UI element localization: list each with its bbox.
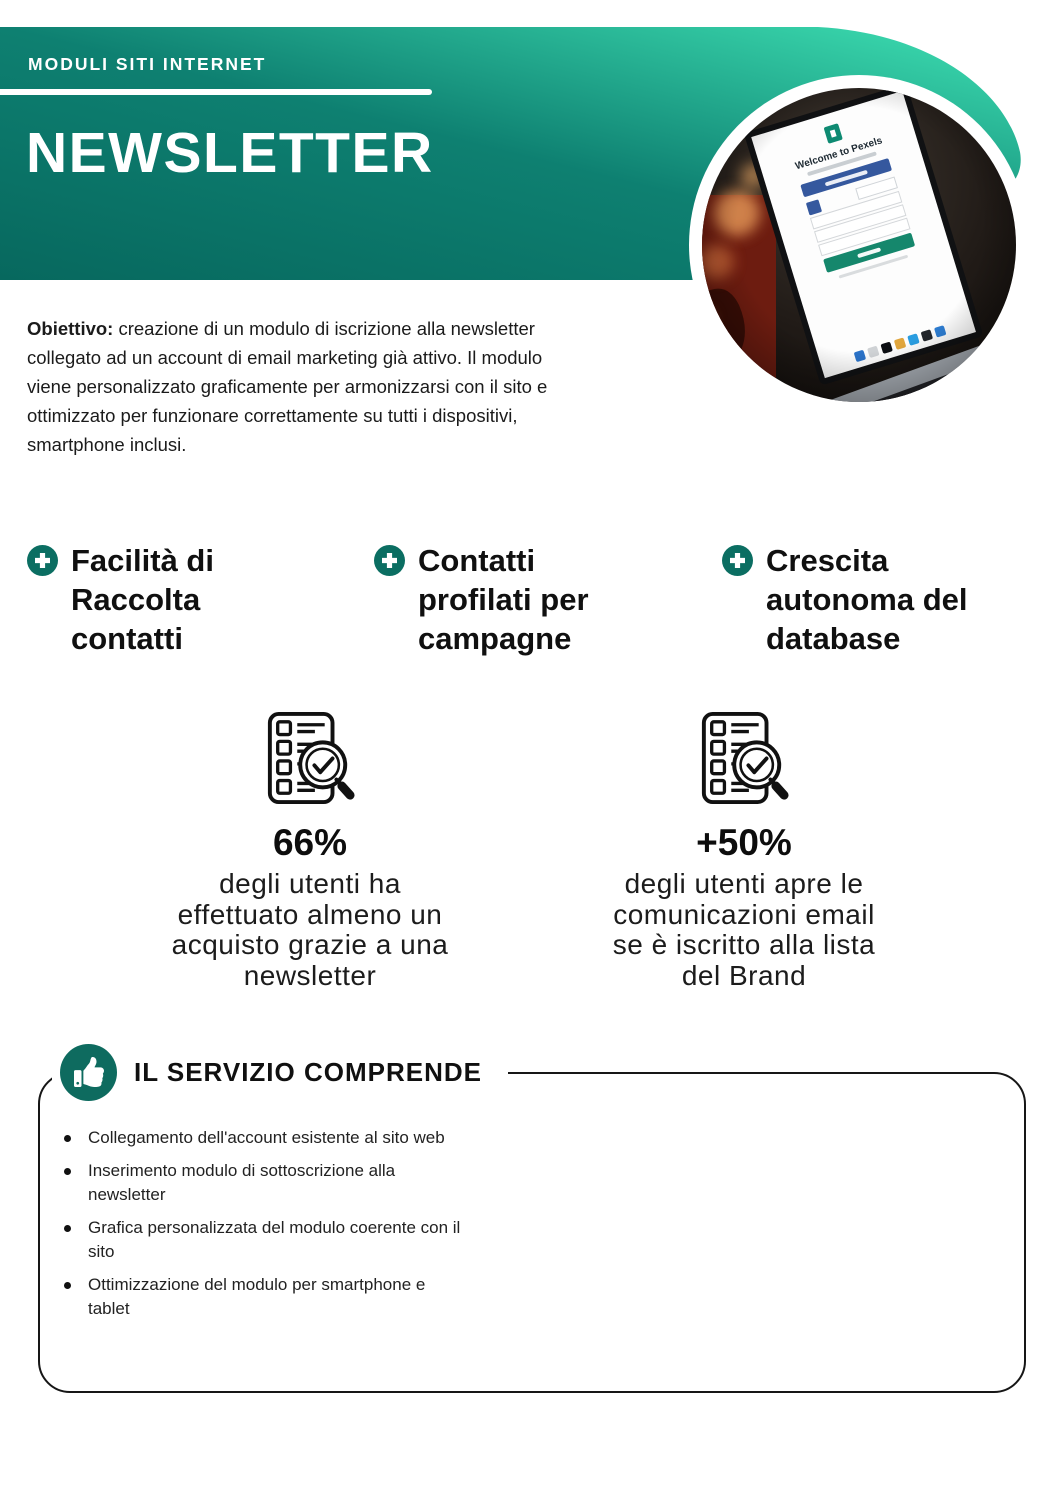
intro-line: viene personalizzato graficamente per armonizzarsi con il sito e [27, 375, 548, 397]
stat-description: degli utenti apre le comunicazioni email se è iscritto alla lista del Brand [612, 868, 876, 991]
checklist-magnifier-icon [264, 710, 356, 808]
service-item: Collegamento dell'account esistente al sito web [62, 1126, 512, 1150]
stat-description: degli utenti ha effettuato almeno un acquisto grazie a una newsletter [171, 868, 449, 991]
benefit-item [27, 541, 257, 658]
plus-icon [27, 545, 58, 576]
checklist-magnifier-icon [698, 710, 790, 808]
benefit-label: Crescita autonoma del database [766, 543, 968, 656]
stat-block [558, 710, 930, 991]
service-header [52, 1038, 508, 1106]
stat-value: +50% [696, 822, 792, 863]
plus-icon [374, 545, 405, 576]
benefit-label: Facilità di Raccolta contatti [71, 543, 214, 656]
plus-icon [722, 545, 753, 576]
service-item: Ottimizzazione del modulo per smartphone e tablet [62, 1273, 512, 1321]
service-heading: IL SERVIZIO COMPRENDE [134, 1056, 482, 1087]
intro-line: ottimizzato per funzionare correttamente su tutti i dispositivi, [27, 404, 518, 426]
intro-line: smartphone inclusi. [27, 433, 187, 455]
benefit-item [722, 541, 1032, 658]
divider-line [0, 89, 432, 95]
intro-line: collegato ad un account di email marketing già attivo. Il modulo [27, 346, 543, 368]
intro-lead: Obiettivo: [27, 317, 114, 339]
stat-block [125, 710, 495, 991]
page-title: NEWSLETTER [26, 121, 434, 185]
service-item: Grafica personalizzata del modulo coerente con il sito [62, 1216, 512, 1264]
thumbs-up-icon [60, 1044, 117, 1101]
intro-line: creazione di un modulo di iscrizione alla newsletter [113, 317, 535, 339]
service-item: Inserimento modulo di sottoscrizione alla newsletter [62, 1159, 512, 1207]
kicker: MODULI SITI INTERNET [28, 54, 267, 74]
benefit-item [374, 541, 634, 658]
service-list [62, 1126, 512, 1330]
intro-paragraph [27, 314, 687, 459]
benefit-label: Contatti profilati per campagne [418, 543, 589, 656]
stat-value: 66% [272, 822, 348, 863]
